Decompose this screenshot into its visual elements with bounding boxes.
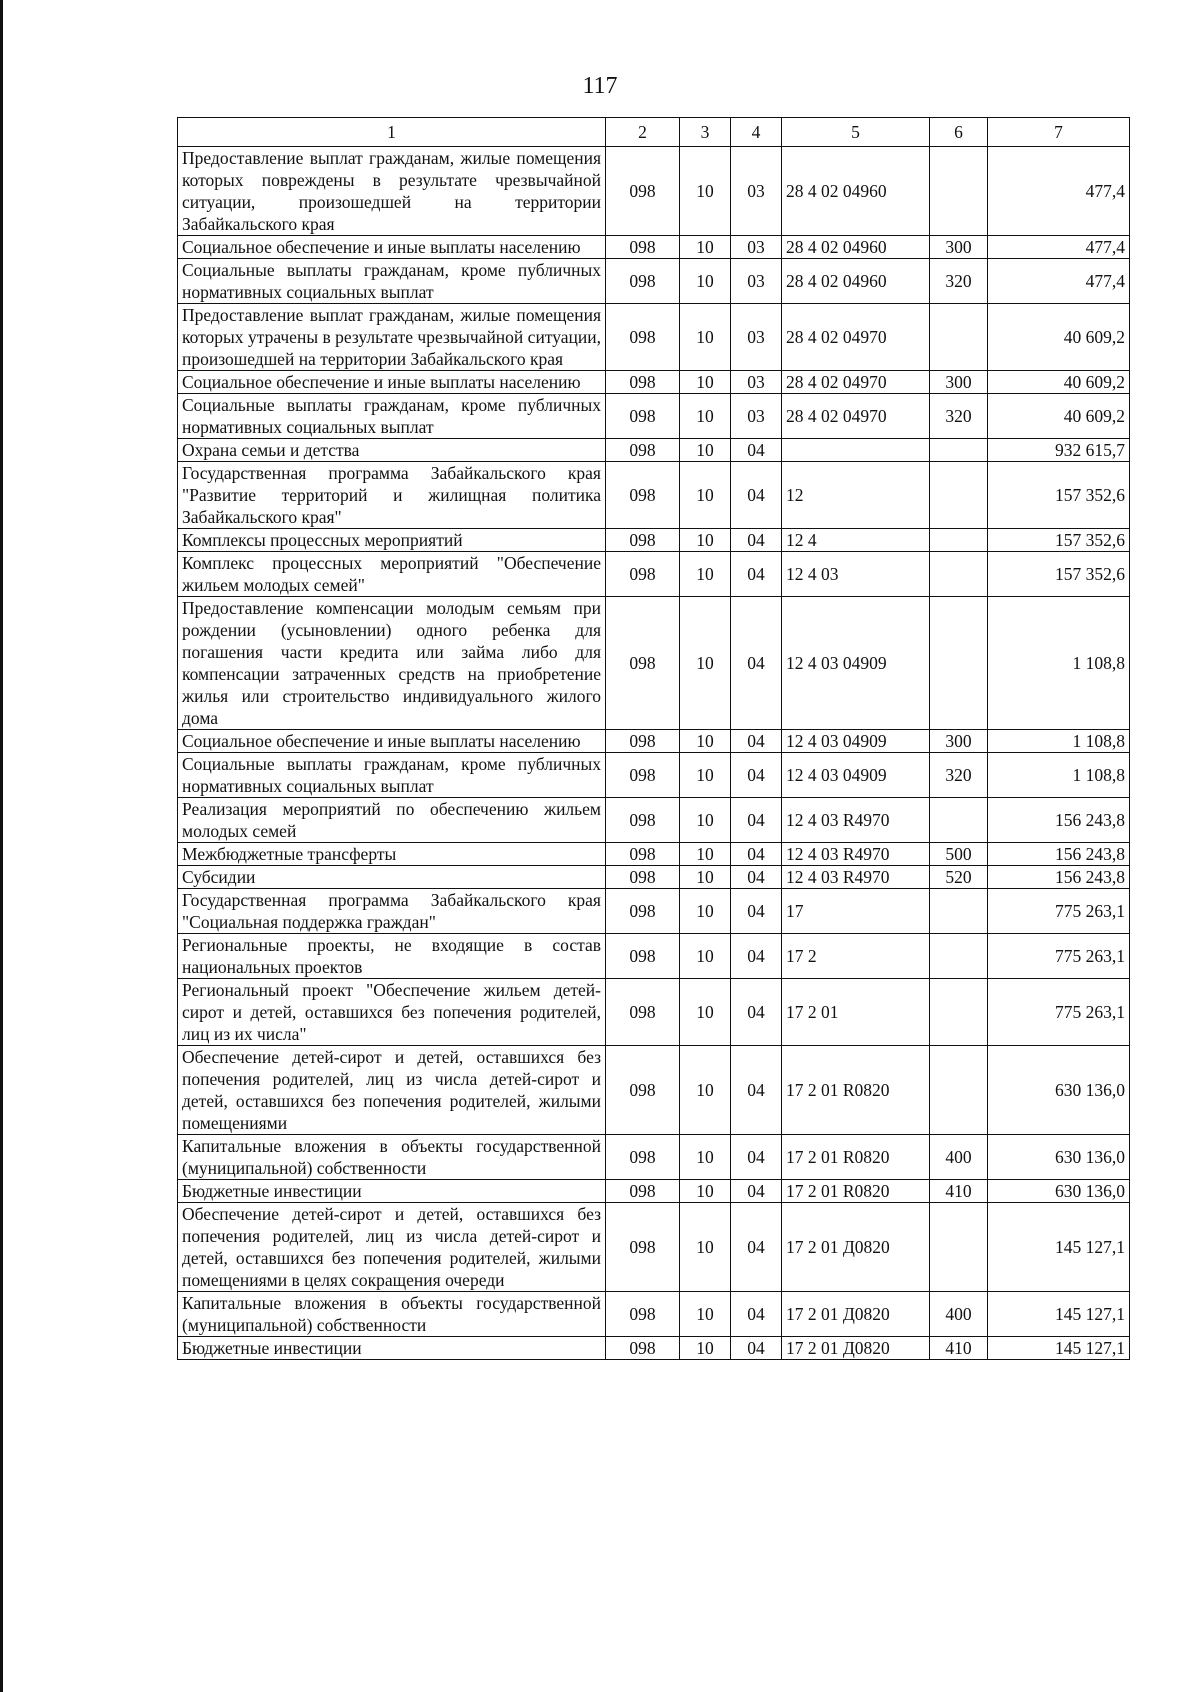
row-ministry-code-cell: 098 [606, 1180, 680, 1203]
table-row [178, 866, 1130, 889]
row-expense-type-cell [930, 979, 988, 1046]
row-amount-cell: 145 127,1 [988, 1203, 1130, 1292]
row-expense-type-cell [930, 147, 988, 236]
table-row [178, 529, 1130, 552]
row-target-article-cell: 17 2 01 R0820 [782, 1046, 930, 1135]
row-amount-cell: 630 136,0 [988, 1046, 1130, 1135]
row-subsection-code-cell: 04 [731, 1180, 782, 1203]
table-row [178, 462, 1130, 529]
row-subsection-code-cell: 04 [731, 1337, 782, 1360]
table-row [178, 1203, 1130, 1292]
row-target-article-cell: 17 2 01 [782, 979, 930, 1046]
row-subsection-code-cell: 04 [731, 798, 782, 843]
row-name-cell: Обеспечение детей-сирот и детей, оставшихся без попечения родителей, лиц из числа детей-сирот и детей, оставшихся без попечения родителей, жилыми помещениями в целях сокращения очереди [178, 1203, 606, 1292]
row-amount-cell: 157 352,6 [988, 462, 1130, 529]
row-subsection-code-cell: 03 [731, 371, 782, 394]
row-target-article-cell: 28 4 02 04970 [782, 394, 930, 439]
table-row [178, 730, 1130, 753]
row-target-article-cell: 12 4 [782, 529, 930, 552]
row-expense-type-cell: 410 [930, 1180, 988, 1203]
row-section-code-cell: 10 [680, 552, 731, 597]
row-subsection-code-cell: 04 [731, 552, 782, 597]
row-section-code-cell: 10 [680, 147, 731, 236]
row-ministry-code-cell: 098 [606, 552, 680, 597]
row-name-cell: Социальные выплаты гражданам, кроме публичных нормативных социальных выплат [178, 753, 606, 798]
row-amount-cell: 932 615,7 [988, 439, 1130, 462]
table-row [178, 236, 1130, 259]
row-name-cell: Социальное обеспечение и иные выплаты населению [178, 236, 606, 259]
row-name-cell: Капитальные вложения в объекты государственной (муниципальной) собственности [178, 1135, 606, 1180]
row-target-article-cell [782, 439, 930, 462]
row-target-article-cell: 28 4 02 04970 [782, 371, 930, 394]
table-row [178, 259, 1130, 304]
row-subsection-code-cell: 04 [731, 889, 782, 934]
column-header: 6 [930, 118, 988, 147]
table-row [178, 394, 1130, 439]
table-row [178, 979, 1130, 1046]
row-target-article-cell: 17 2 01 Д0820 [782, 1337, 930, 1360]
row-amount-cell: 40 609,2 [988, 304, 1130, 371]
row-ministry-code-cell: 098 [606, 529, 680, 552]
row-amount-cell: 630 136,0 [988, 1180, 1130, 1203]
column-header: 4 [731, 118, 782, 147]
row-ministry-code-cell: 098 [606, 1203, 680, 1292]
row-section-code-cell: 10 [680, 934, 731, 979]
column-header: 5 [782, 118, 930, 147]
row-name-cell: Социальные выплаты гражданам, кроме публичных нормативных социальных выплат [178, 259, 606, 304]
table-row [178, 147, 1130, 236]
row-expense-type-cell: 300 [930, 371, 988, 394]
row-ministry-code-cell: 098 [606, 889, 680, 934]
row-expense-type-cell: 500 [930, 843, 988, 866]
row-ministry-code-cell: 098 [606, 1292, 680, 1337]
row-amount-cell: 156 243,8 [988, 866, 1130, 889]
row-amount-cell: 1 108,8 [988, 730, 1130, 753]
table-row [178, 1135, 1130, 1180]
budget-table [177, 117, 1130, 1360]
row-section-code-cell: 10 [680, 889, 731, 934]
row-section-code-cell: 10 [680, 866, 731, 889]
row-name-cell: Бюджетные инвестиции [178, 1180, 606, 1203]
row-expense-type-cell [930, 597, 988, 730]
row-section-code-cell: 10 [680, 462, 731, 529]
column-header: 1 [178, 118, 606, 147]
row-amount-cell: 477,4 [988, 236, 1130, 259]
row-ministry-code-cell: 098 [606, 1046, 680, 1135]
row-section-code-cell: 10 [680, 371, 731, 394]
row-subsection-code-cell: 04 [731, 730, 782, 753]
row-section-code-cell: 10 [680, 597, 731, 730]
column-header: 3 [680, 118, 731, 147]
row-amount-cell: 477,4 [988, 147, 1130, 236]
row-name-cell: Обеспечение детей-сирот и детей, оставшихся без попечения родителей, лиц из числа детей-сирот и детей, оставшихся без попечения родителей, жилыми помещениями [178, 1046, 606, 1135]
row-ministry-code-cell: 098 [606, 843, 680, 866]
table-row [178, 552, 1130, 597]
row-subsection-code-cell: 04 [731, 439, 782, 462]
row-amount-cell: 1 108,8 [988, 597, 1130, 730]
row-target-article-cell: 28 4 02 04960 [782, 259, 930, 304]
row-target-article-cell: 12 4 03 04909 [782, 730, 930, 753]
table-row [178, 304, 1130, 371]
row-amount-cell: 145 127,1 [988, 1292, 1130, 1337]
scan-edge [0, 0, 3, 1692]
row-expense-type-cell: 400 [930, 1292, 988, 1337]
row-section-code-cell: 10 [680, 1135, 731, 1180]
row-name-cell: Региональный проект "Обеспечение жильем детей-сирот и детей, оставшихся без попечения родителей, лиц из их числа" [178, 979, 606, 1046]
row-subsection-code-cell: 04 [731, 1135, 782, 1180]
row-ministry-code-cell: 098 [606, 597, 680, 730]
row-subsection-code-cell: 03 [731, 236, 782, 259]
row-name-cell: Субсидии [178, 866, 606, 889]
row-section-code-cell: 10 [680, 1337, 731, 1360]
row-expense-type-cell [930, 304, 988, 371]
row-name-cell: Региональные проекты, не входящие в состав национальных проектов [178, 934, 606, 979]
row-expense-type-cell [930, 934, 988, 979]
row-expense-type-cell: 300 [930, 730, 988, 753]
column-header: 7 [988, 118, 1130, 147]
row-section-code-cell: 10 [680, 753, 731, 798]
table-row [178, 1292, 1130, 1337]
row-ministry-code-cell: 098 [606, 934, 680, 979]
row-ministry-code-cell: 098 [606, 462, 680, 529]
row-expense-type-cell [930, 1203, 988, 1292]
row-subsection-code-cell: 04 [731, 529, 782, 552]
row-name-cell: Социальное обеспечение и иные выплаты населению [178, 730, 606, 753]
row-amount-cell: 157 352,6 [988, 529, 1130, 552]
row-expense-type-cell: 400 [930, 1135, 988, 1180]
row-expense-type-cell [930, 1046, 988, 1135]
row-ministry-code-cell: 098 [606, 439, 680, 462]
row-subsection-code-cell: 03 [731, 147, 782, 236]
row-target-article-cell: 17 2 01 Д0820 [782, 1203, 930, 1292]
row-name-cell: Комплексы процессных мероприятий [178, 529, 606, 552]
row-amount-cell: 775 263,1 [988, 934, 1130, 979]
row-target-article-cell: 12 4 03 R4970 [782, 843, 930, 866]
row-target-article-cell: 28 4 02 04960 [782, 236, 930, 259]
row-subsection-code-cell: 04 [731, 843, 782, 866]
table-row [178, 371, 1130, 394]
row-ministry-code-cell: 098 [606, 304, 680, 371]
row-name-cell: Реализация мероприятий по обеспечению жильем молодых семей [178, 798, 606, 843]
row-subsection-code-cell: 03 [731, 394, 782, 439]
row-target-article-cell: 28 4 02 04960 [782, 147, 930, 236]
row-amount-cell: 630 136,0 [988, 1135, 1130, 1180]
table-row [178, 597, 1130, 730]
row-ministry-code-cell: 098 [606, 236, 680, 259]
row-ministry-code-cell: 098 [606, 371, 680, 394]
row-ministry-code-cell: 098 [606, 259, 680, 304]
row-amount-cell: 157 352,6 [988, 552, 1130, 597]
row-name-cell: Предоставление компенсации молодым семьям при рождении (усыновлении) одного ребенка для погашения части кредита или займа либо для компенсации затраченных средств на приобретение жилья или строительство индивидуального жилого дома [178, 597, 606, 730]
row-ministry-code-cell: 098 [606, 1337, 680, 1360]
row-section-code-cell: 10 [680, 798, 731, 843]
table-row [178, 439, 1130, 462]
row-expense-type-cell [930, 889, 988, 934]
row-subsection-code-cell: 03 [731, 259, 782, 304]
row-section-code-cell: 10 [680, 394, 731, 439]
table-row [178, 934, 1130, 979]
row-amount-cell: 156 243,8 [988, 798, 1130, 843]
row-section-code-cell: 10 [680, 730, 731, 753]
row-section-code-cell: 10 [680, 236, 731, 259]
row-section-code-cell: 10 [680, 843, 731, 866]
table-row [178, 889, 1130, 934]
row-amount-cell: 40 609,2 [988, 371, 1130, 394]
row-section-code-cell: 10 [680, 304, 731, 371]
table-row [178, 1337, 1130, 1360]
row-expense-type-cell [930, 552, 988, 597]
table-row [178, 1046, 1130, 1135]
row-target-article-cell: 12 [782, 462, 930, 529]
row-expense-type-cell: 410 [930, 1337, 988, 1360]
row-expense-type-cell: 320 [930, 753, 988, 798]
row-subsection-code-cell: 04 [731, 1292, 782, 1337]
row-name-cell: Социальные выплаты гражданам, кроме публичных нормативных социальных выплат [178, 394, 606, 439]
row-name-cell: Предоставление выплат гражданам, жилые помещения которых повреждены в результате чрезвычайной ситуации, произошедшей на территории Забайкальского края [178, 147, 606, 236]
row-name-cell: Комплекс процессных мероприятий "Обеспечение жильем молодых семей" [178, 552, 606, 597]
row-name-cell: Предоставление выплат гражданам, жилые помещения которых утрачены в результате чрезвычайной ситуации, произошедшей на территории Забайкальского края [178, 304, 606, 371]
table-row [178, 753, 1130, 798]
row-section-code-cell: 10 [680, 1203, 731, 1292]
row-target-article-cell: 17 2 01 R0820 [782, 1135, 930, 1180]
row-subsection-code-cell: 04 [731, 866, 782, 889]
row-amount-cell: 775 263,1 [988, 889, 1130, 934]
table-row [178, 798, 1130, 843]
row-target-article-cell: 12 4 03 04909 [782, 753, 930, 798]
row-ministry-code-cell: 098 [606, 798, 680, 843]
row-section-code-cell: 10 [680, 1180, 731, 1203]
row-target-article-cell: 12 4 03 04909 [782, 597, 930, 730]
row-section-code-cell: 10 [680, 979, 731, 1046]
row-expense-type-cell [930, 462, 988, 529]
row-name-cell: Бюджетные инвестиции [178, 1337, 606, 1360]
row-target-article-cell: 17 2 01 Д0820 [782, 1292, 930, 1337]
row-ministry-code-cell: 098 [606, 753, 680, 798]
row-amount-cell: 477,4 [988, 259, 1130, 304]
row-section-code-cell: 10 [680, 529, 731, 552]
row-expense-type-cell [930, 798, 988, 843]
table-row [178, 843, 1130, 866]
row-name-cell: Межбюджетные трансферты [178, 843, 606, 866]
row-target-article-cell: 17 [782, 889, 930, 934]
row-ministry-code-cell: 098 [606, 979, 680, 1046]
row-subsection-code-cell: 04 [731, 597, 782, 730]
row-amount-cell: 775 263,1 [988, 979, 1130, 1046]
row-expense-type-cell: 320 [930, 259, 988, 304]
row-subsection-code-cell: 04 [731, 1046, 782, 1135]
row-amount-cell: 1 108,8 [988, 753, 1130, 798]
row-amount-cell: 40 609,2 [988, 394, 1130, 439]
row-expense-type-cell [930, 439, 988, 462]
row-target-article-cell: 12 4 03 R4970 [782, 798, 930, 843]
row-amount-cell: 145 127,1 [988, 1337, 1130, 1360]
row-subsection-code-cell: 03 [731, 304, 782, 371]
row-name-cell: Охрана семьи и детства [178, 439, 606, 462]
row-target-article-cell: 12 4 03 [782, 552, 930, 597]
row-subsection-code-cell: 04 [731, 753, 782, 798]
table-row [178, 1180, 1130, 1203]
row-section-code-cell: 10 [680, 1046, 731, 1135]
column-header: 2 [606, 118, 680, 147]
row-target-article-cell: 12 4 03 R4970 [782, 866, 930, 889]
row-target-article-cell: 17 2 01 R0820 [782, 1180, 930, 1203]
header-row [178, 118, 1130, 147]
row-expense-type-cell [930, 529, 988, 552]
row-target-article-cell: 17 2 [782, 934, 930, 979]
row-expense-type-cell: 300 [930, 236, 988, 259]
row-subsection-code-cell: 04 [731, 462, 782, 529]
row-subsection-code-cell: 04 [731, 979, 782, 1046]
row-expense-type-cell: 320 [930, 394, 988, 439]
row-name-cell: Государственная программа Забайкальского края "Развитие территорий и жилищная политика Забайкальского края" [178, 462, 606, 529]
row-section-code-cell: 10 [680, 1292, 731, 1337]
row-target-article-cell: 28 4 02 04970 [782, 304, 930, 371]
row-ministry-code-cell: 098 [606, 866, 680, 889]
row-subsection-code-cell: 04 [731, 1203, 782, 1292]
row-name-cell: Социальное обеспечение и иные выплаты населению [178, 371, 606, 394]
row-name-cell: Капитальные вложения в объекты государственной (муниципальной) собственности [178, 1292, 606, 1337]
row-amount-cell: 156 243,8 [988, 843, 1130, 866]
page-number: 117 [582, 73, 618, 99]
row-subsection-code-cell: 04 [731, 934, 782, 979]
row-ministry-code-cell: 098 [606, 730, 680, 753]
row-name-cell: Государственная программа Забайкальского края "Социальная поддержка граждан" [178, 889, 606, 934]
row-ministry-code-cell: 098 [606, 147, 680, 236]
row-section-code-cell: 10 [680, 259, 731, 304]
row-ministry-code-cell: 098 [606, 394, 680, 439]
row-ministry-code-cell: 098 [606, 1135, 680, 1180]
row-section-code-cell: 10 [680, 439, 731, 462]
row-expense-type-cell: 520 [930, 866, 988, 889]
